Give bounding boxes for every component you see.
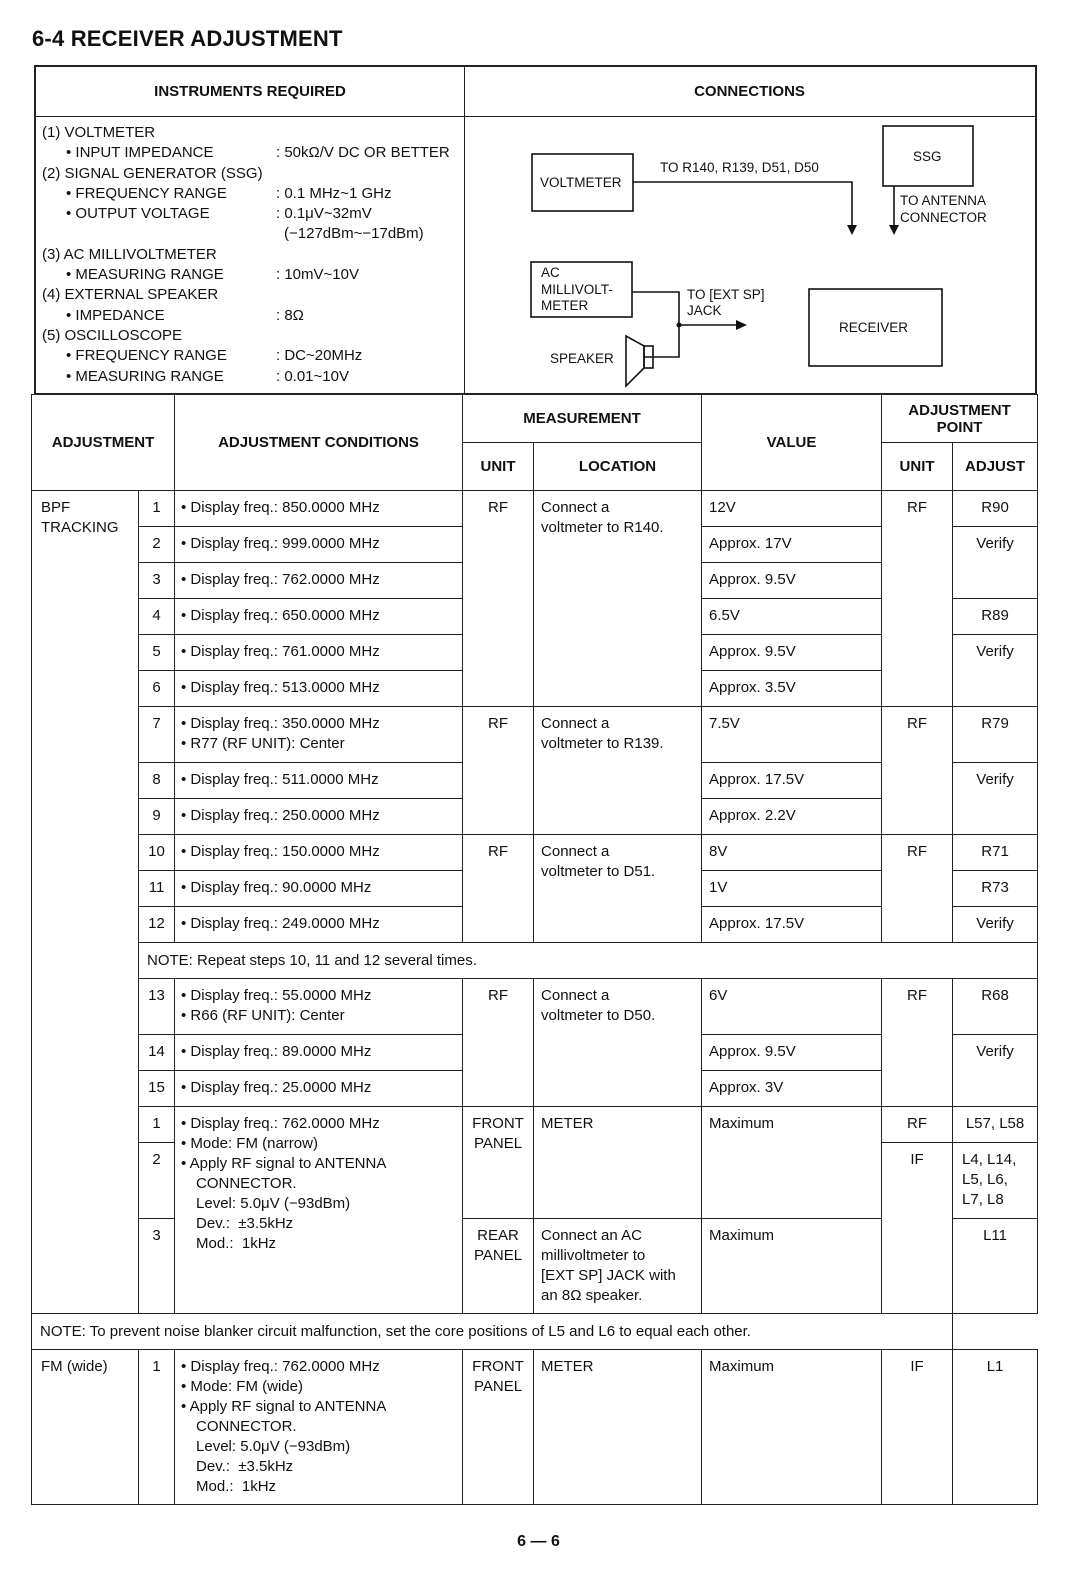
step-value: Approx. 17V xyxy=(702,527,882,563)
table-row xyxy=(32,707,1038,763)
ap-adjust: Verify xyxy=(953,763,1038,835)
ap-adjust: L4, L14, L5, L6, L7, L8 xyxy=(953,1143,1038,1219)
step-number: 12 xyxy=(139,907,175,943)
step-number: 9 xyxy=(139,799,175,835)
step-value: Approx. 3V xyxy=(702,1071,882,1107)
table-row xyxy=(32,1350,1038,1505)
step-value: Maximum xyxy=(702,1350,882,1505)
step-condition: • Display freq.: 249.0000 MHz xyxy=(175,907,463,943)
step-number: 10 xyxy=(139,835,175,871)
condition-line: • Display freq.: 762.0000 MHz xyxy=(181,1115,380,1132)
step-value: Approx. 2.2V xyxy=(702,799,882,835)
measurement-unit: RF xyxy=(463,979,534,1107)
table-row xyxy=(32,943,1038,979)
instrument-value: : 0.01~10V xyxy=(276,367,349,385)
measurement-unit: RF xyxy=(463,707,534,835)
condition-line: Mod.: 1kHz xyxy=(196,1478,277,1495)
step-number: 4 xyxy=(139,599,175,635)
condition-line: Mod.: 1kHz xyxy=(196,1235,277,1252)
instrument-line: • FREQUENCY RANGE xyxy=(66,184,227,202)
step-number: 1 xyxy=(139,1107,175,1143)
step-condition: • Display freq.: 762.0000 MHz xyxy=(175,563,463,599)
step-value: 1V xyxy=(702,871,882,907)
table-row xyxy=(32,1107,1038,1143)
bpf-tracking-label: BPF TRACKING xyxy=(32,491,139,1314)
ap-adjust: R79 xyxy=(953,707,1038,763)
measurement-location: Connect a voltmeter to R139. xyxy=(534,707,702,835)
ap-adjust: L11 xyxy=(953,1219,1038,1314)
ap-adjust: R73 xyxy=(953,871,1038,907)
adjustment-header: ADJUSTMENT xyxy=(32,395,175,491)
instrument-line: • MEASURING RANGE xyxy=(66,367,224,385)
condition-line: Level: 5.0μV (−93dBm) xyxy=(196,1438,351,1455)
measurement-unit: RF xyxy=(463,835,534,943)
step-value: Maximum xyxy=(702,1219,882,1314)
page-number: 6 — 6 xyxy=(517,1533,560,1550)
ap-unit-header: UNIT xyxy=(882,443,953,491)
step-value: Approx. 3.5V xyxy=(702,671,882,707)
instrument-line: • IMPEDANCE xyxy=(66,306,165,324)
location-header: LOCATION xyxy=(534,443,702,491)
instrument-line: • FREQUENCY RANGE xyxy=(66,347,227,365)
condition-line: • Mode: FM (wide) xyxy=(181,1378,303,1395)
step-condition: • Display freq.: 55.0000 MHz • R66 (RF UNIT): Center xyxy=(175,979,463,1035)
ap-adjust: L57, L58 xyxy=(953,1107,1038,1143)
instrument-value: : 0.1 MHz~1 GHz xyxy=(276,184,392,202)
voltmeter-label: VOLTMETER xyxy=(540,175,622,190)
instrument-line: (2) SIGNAL GENERATOR (SSG) xyxy=(42,164,263,182)
step-number: 5 xyxy=(139,635,175,671)
ap-unit: RF xyxy=(882,1107,953,1143)
instrument-line: (4) EXTERNAL SPEAKER xyxy=(42,286,219,304)
instrument-line: • INPUT IMPEDANCE xyxy=(66,144,214,162)
condition-line: • Apply RF signal to ANTENNA xyxy=(181,1398,387,1415)
step-value: Approx. 17.5V xyxy=(702,907,882,943)
condition-line: Dev.: ±3.5kHz xyxy=(196,1215,294,1232)
condition-line: Dev.: ±3.5kHz xyxy=(196,1458,294,1475)
step-number: 15 xyxy=(139,1071,175,1107)
step-value: Approx. 9.5V xyxy=(702,563,882,599)
to-points-label: TO R140, R139, D51, D50 xyxy=(660,160,819,175)
ap-unit: IF xyxy=(882,1143,953,1314)
step-number: 2 xyxy=(139,1143,175,1219)
instrument-value: : 10mV~10V xyxy=(276,266,359,284)
instrument-line: (5) OSCILLOSCOPE xyxy=(42,326,183,344)
step-condition: • Display freq.: 89.0000 MHz xyxy=(175,1035,463,1071)
step-condition: • Display freq.: 999.0000 MHz xyxy=(175,527,463,563)
step-number: 8 xyxy=(139,763,175,799)
table-row xyxy=(32,1314,1038,1350)
step-number: 1 xyxy=(139,491,175,527)
adjustment-table xyxy=(31,394,1038,1505)
measurement-location: Connect an AC millivoltmeter to [EXT SP] JACK with an 8Ω speaker. xyxy=(534,1219,702,1314)
measurement-location: Connect a voltmeter to D51. xyxy=(534,835,702,943)
condition-line: CONNECTOR. xyxy=(196,1175,297,1192)
instrument-value: : 0.1μV~32mV xyxy=(276,205,372,223)
step-condition: • Display freq.: 90.0000 MHz xyxy=(175,871,463,907)
step-condition: • Display freq.: 513.0000 MHz xyxy=(175,671,463,707)
ap-adjust: Verify xyxy=(953,1035,1038,1107)
note-repeat-steps: NOTE: Repeat steps 10, 11 and 12 several times. xyxy=(139,943,1038,979)
step-condition: • Display freq.: 250.0000 MHz xyxy=(175,799,463,835)
step-value: Approx. 17.5V xyxy=(702,763,882,799)
instrument-value: : 50kΩ/V DC OR BETTER xyxy=(276,144,450,162)
note-noise-blanker: NOTE: To prevent noise blanker circuit malfunction, set the core positions of L5 and L6 to equal each other. xyxy=(32,1314,953,1350)
step-number: 3 xyxy=(139,563,175,599)
step-value: 7.5V xyxy=(702,707,882,763)
step-number: 6 xyxy=(139,671,175,707)
instrument-line: • MEASURING RANGE xyxy=(66,266,224,284)
step-value: 12V xyxy=(702,491,882,527)
instrument-line xyxy=(66,224,284,244)
table-row xyxy=(32,835,1038,871)
measurement-location: Connect a voltmeter to R140. xyxy=(534,491,702,707)
condition-line: • Mode: FM (narrow) xyxy=(181,1135,318,1152)
step-number: 7 xyxy=(139,707,175,763)
ap-unit: RF xyxy=(882,979,953,1107)
ssg-label: SSG xyxy=(913,149,942,164)
connections-header: CONNECTIONS xyxy=(464,67,1035,117)
fm-wide-conditions xyxy=(175,1350,463,1505)
instrument-value: (−127dBm~−17dBm) xyxy=(284,225,424,243)
step-condition: • Display freq.: 150.0000 MHz xyxy=(175,835,463,871)
measurement-location: METER xyxy=(534,1350,702,1505)
step-value: 6.5V xyxy=(702,599,882,635)
instrument-value: : 8Ω xyxy=(276,306,304,324)
ap-adjust: Verify xyxy=(953,527,1038,599)
adjustment-point-header: ADJUSTMENT POINT xyxy=(882,395,1038,443)
ap-unit: IF xyxy=(882,1350,953,1505)
unit-header: UNIT xyxy=(463,443,534,491)
value-header: VALUE xyxy=(702,395,882,491)
if-gain-conditions xyxy=(175,1107,463,1314)
step-condition: • Display freq.: 511.0000 MHz xyxy=(175,763,463,799)
measurement-header: MEASUREMENT xyxy=(463,395,702,443)
measurement-location: METER xyxy=(534,1107,702,1219)
step-condition: • Display freq.: 850.0000 MHz xyxy=(175,491,463,527)
page-title: 6-4 RECEIVER ADJUSTMENT xyxy=(32,26,343,51)
step-number: 14 xyxy=(139,1035,175,1071)
ap-unit: RF xyxy=(882,835,953,943)
instruments-header: INSTRUMENTS REQUIRED xyxy=(36,67,464,117)
condition-line: Level: 5.0μV (−93dBm) xyxy=(196,1195,351,1212)
measurement-unit: REAR PANEL xyxy=(463,1219,534,1314)
measurement-unit: FRONT PANEL xyxy=(463,1350,534,1505)
ap-adjust: Verify xyxy=(953,907,1038,943)
instruments-list xyxy=(42,123,462,387)
instrument-line: • OUTPUT VOLTAGE xyxy=(66,205,210,223)
receiver-label: RECEIVER xyxy=(839,320,909,335)
step-number: 1 xyxy=(139,1350,175,1505)
conditions-header: ADJUSTMENT CONDITIONS xyxy=(175,395,463,491)
condition-line: • Apply RF signal to ANTENNA xyxy=(181,1155,387,1172)
ap-adjust: Verify xyxy=(953,635,1038,707)
measurement-unit: FRONT PANEL xyxy=(463,1107,534,1219)
step-condition: • Display freq.: 650.0000 MHz xyxy=(175,599,463,635)
to-ext-sp-label: TO [EXT SP] JACK xyxy=(687,287,765,318)
fm-wide-label: FM (wide) xyxy=(32,1350,139,1505)
ap-adjust-header: ADJUST xyxy=(953,443,1038,491)
instruments-connections-panel xyxy=(34,65,1037,395)
instrument-line: (3) AC MILLIVOLTMETER xyxy=(42,245,217,263)
step-value: 6V xyxy=(702,979,882,1035)
step-condition: • Display freq.: 25.0000 MHz xyxy=(175,1071,463,1107)
step-number: 3 xyxy=(139,1219,175,1314)
condition-line: • Display freq.: 762.0000 MHz xyxy=(181,1358,380,1375)
table-row xyxy=(32,491,1038,527)
step-value: Approx. 9.5V xyxy=(702,1035,882,1071)
measurement-location: Connect a voltmeter to D50. xyxy=(534,979,702,1107)
instrument-value: : DC~20MHz xyxy=(276,347,363,365)
condition-line: CONNECTOR. xyxy=(196,1418,297,1435)
measurement-unit: RF xyxy=(463,491,534,707)
step-condition: • Display freq.: 350.0000 MHz • R77 (RF UNIT): Center xyxy=(175,707,463,763)
ap-unit: RF xyxy=(882,707,953,835)
step-value: 8V xyxy=(702,835,882,871)
ac-millivoltmeter-label: AC MILLIVOLT- METER xyxy=(541,265,613,313)
ap-adjust: R89 xyxy=(953,599,1038,635)
table-row xyxy=(32,979,1038,1035)
speaker-label: SPEAKER xyxy=(550,351,614,366)
step-number: 13 xyxy=(139,979,175,1035)
step-condition: • Display freq.: 761.0000 MHz xyxy=(175,635,463,671)
ap-adjust: R71 xyxy=(953,835,1038,871)
instrument-line: (1) VOLTMETER xyxy=(42,124,156,141)
ap-adjust: R90 xyxy=(953,491,1038,527)
step-number: 2 xyxy=(139,527,175,563)
step-number: 11 xyxy=(139,871,175,907)
ap-unit: RF xyxy=(882,491,953,707)
to-antenna-label: TO ANTENNA CONNECTOR xyxy=(900,193,987,225)
ap-adjust: L1 xyxy=(953,1350,1038,1505)
ap-adjust: R68 xyxy=(953,979,1038,1035)
connection-diagram xyxy=(466,117,1037,395)
step-value: Maximum xyxy=(702,1107,882,1219)
step-value: Approx. 9.5V xyxy=(702,635,882,671)
